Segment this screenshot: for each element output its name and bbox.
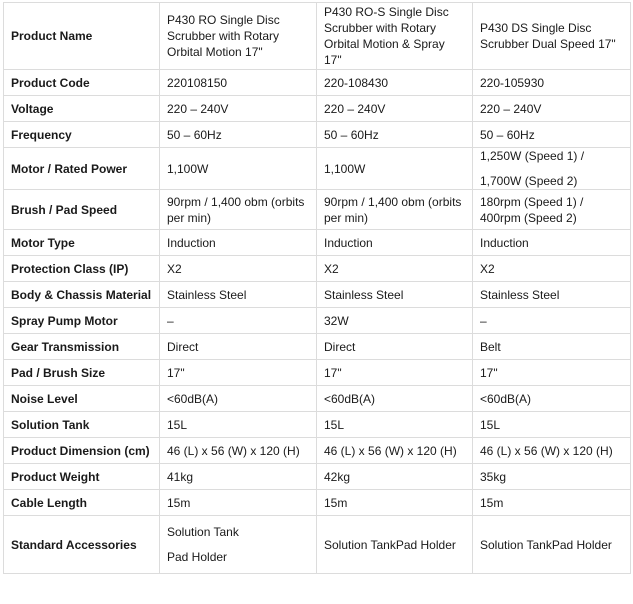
table-cell: Induction — [317, 230, 473, 256]
table-cell: 220108150 — [160, 70, 317, 96]
table-cell: <60dB(A) — [317, 386, 473, 412]
table-row — [4, 412, 631, 438]
cell-line: 1,700W (Speed 2) — [480, 174, 578, 188]
table-cell: Belt — [473, 334, 631, 360]
table-cell: 220 – 240V — [160, 96, 317, 122]
row-label: Product Weight — [4, 464, 160, 490]
row-label: Spray Pump Motor — [4, 308, 160, 334]
row-label: Brush / Pad Speed — [4, 190, 160, 230]
table-row — [4, 122, 631, 148]
table-cell: 50 – 60Hz — [160, 122, 317, 148]
table-cell: 17" — [160, 360, 317, 386]
table-row — [4, 256, 631, 282]
table-cell: 15L — [317, 412, 473, 438]
table-row — [4, 386, 631, 412]
table-header-row — [4, 3, 631, 70]
row-label: Frequency — [4, 122, 160, 148]
row-label: Product Name — [4, 3, 160, 70]
table-cell: 50 – 60Hz — [473, 122, 631, 148]
row-label: Noise Level — [4, 386, 160, 412]
table-cell: 50 – 60Hz — [317, 122, 473, 148]
table-cell: X2 — [160, 256, 317, 282]
row-label: Protection Class (IP) — [4, 256, 160, 282]
row-label: Solution Tank — [4, 412, 160, 438]
table-row — [4, 308, 631, 334]
table-row — [4, 516, 631, 574]
table-row — [4, 96, 631, 122]
spec-table — [3, 2, 631, 574]
table-row — [4, 70, 631, 96]
table-row — [4, 334, 631, 360]
table-cell: Stainless Steel — [160, 282, 317, 308]
row-label: Body & Chassis Material — [4, 282, 160, 308]
table-cell: 1,100W — [160, 148, 317, 190]
table-cell: 46 (L) x 56 (W) x 120 (H) — [317, 438, 473, 464]
table-cell: Solution TankPad Holder — [317, 516, 473, 574]
table-cell: 32W — [317, 308, 473, 334]
table-cell: Induction — [473, 230, 631, 256]
table-cell: 17" — [317, 360, 473, 386]
table-cell: 46 (L) x 56 (W) x 120 (H) — [473, 438, 631, 464]
table-cell: X2 — [473, 256, 631, 282]
table-cell: 17" — [473, 360, 631, 386]
table-cell: 15m — [473, 490, 631, 516]
table-cell: Stainless Steel — [473, 282, 631, 308]
row-label: Gear Transmission — [4, 334, 160, 360]
table-cell: 15L — [473, 412, 631, 438]
table-cell: 220 – 240V — [473, 96, 631, 122]
table-row — [4, 360, 631, 386]
row-label: Pad / Brush Size — [4, 360, 160, 386]
table-cell: 15m — [317, 490, 473, 516]
table-cell: 15L — [160, 412, 317, 438]
table-cell: 220-108430 — [317, 70, 473, 96]
table-cell: 35kg — [473, 464, 631, 490]
row-label: Standard Accessories — [4, 516, 160, 574]
table-cell: Solution TankPad Holder — [473, 516, 631, 574]
table-cell: 180rpm (Speed 1) / 400rpm (Speed 2) — [473, 190, 631, 230]
table-cell: 41kg — [160, 464, 317, 490]
table-cell — [160, 516, 317, 574]
table-row — [4, 230, 631, 256]
table-cell: 90rpm / 1,400 obm (orbits per min) — [160, 190, 317, 230]
row-label: Cable Length — [4, 490, 160, 516]
table-cell: 220-105930 — [473, 70, 631, 96]
product-name-cell: P430 RO Single Disc Scrubber with Rotary Orbital Motion 17" — [160, 3, 317, 70]
row-label: Product Code — [4, 70, 160, 96]
table-row — [4, 464, 631, 490]
table-cell: <60dB(A) — [473, 386, 631, 412]
table-cell: <60dB(A) — [160, 386, 317, 412]
table-cell: X2 — [317, 256, 473, 282]
table-cell — [473, 148, 631, 190]
cell-line: Solution Tank — [167, 525, 239, 539]
table-cell: 15m — [160, 490, 317, 516]
table-cell: 46 (L) x 56 (W) x 120 (H) — [160, 438, 317, 464]
product-name-cell: P430 DS Single Disc Scrubber Dual Speed 17" — [473, 3, 631, 70]
table-row — [4, 148, 631, 190]
table-cell: Direct — [160, 334, 317, 360]
table-cell: Stainless Steel — [317, 282, 473, 308]
table-row — [4, 490, 631, 516]
row-label: Motor / Rated Power — [4, 148, 160, 190]
cell-line: 1,250W (Speed 1) / — [480, 149, 585, 163]
table-cell: 90rpm / 1,400 obm (orbits per min) — [317, 190, 473, 230]
table-cell: Direct — [317, 334, 473, 360]
table-cell: Induction — [160, 230, 317, 256]
product-name-cell: P430 RO-S Single Disc Scrubber with Rotary Orbital Motion & Spray 17" — [317, 3, 473, 70]
cell-line: Pad Holder — [167, 550, 228, 564]
table-cell: 220 – 240V — [317, 96, 473, 122]
table-cell: – — [473, 308, 631, 334]
table-row — [4, 282, 631, 308]
table-cell: – — [160, 308, 317, 334]
table-row — [4, 190, 631, 230]
table-cell: 42kg — [317, 464, 473, 490]
table-row — [4, 438, 631, 464]
row-label: Voltage — [4, 96, 160, 122]
table-cell: 1,100W — [317, 148, 473, 190]
row-label: Product Dimension (cm) — [4, 438, 160, 464]
spec-table-container — [3, 2, 630, 574]
row-label: Motor Type — [4, 230, 160, 256]
